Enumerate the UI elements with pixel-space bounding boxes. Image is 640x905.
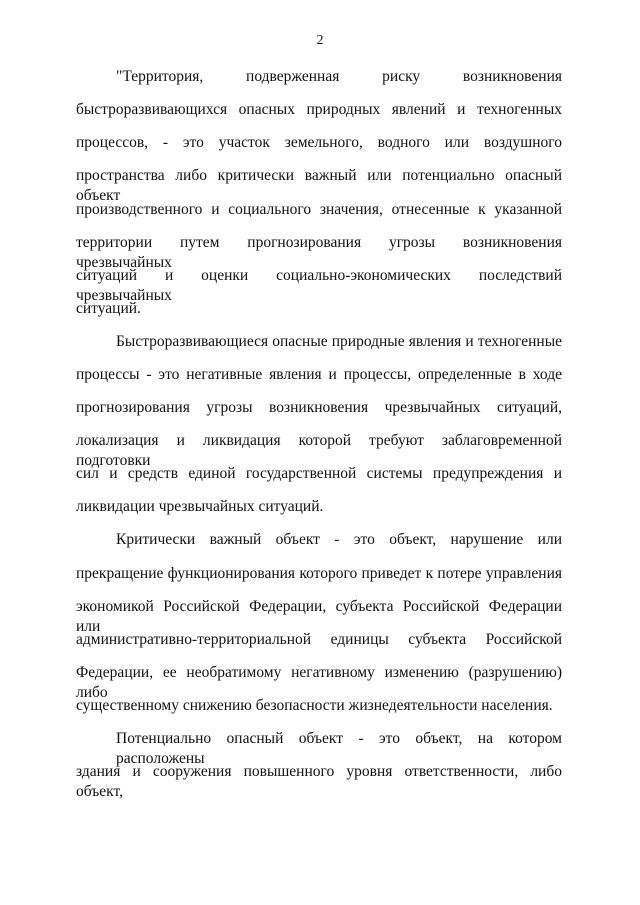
text-line: процессы - это негативные явления и процессы, определенные в ходе [76, 366, 562, 383]
text-line: пространства либо критически важный или потенциально опасный объект [76, 167, 562, 204]
text-line: ситуаций и оценки социально-экономических последствий чрезвычайных [76, 267, 562, 304]
text-line: сил и средств единой государственной системы предупреждения и [76, 465, 562, 482]
text-line: Федерации, ее необратимому негативному изменению (разрушению) либо [76, 664, 562, 701]
text-line: ситуаций. [76, 300, 141, 317]
text-line: быстроразвивающихся опасных природных явлений и техногенных [76, 101, 562, 118]
text-line: прекращение функционирования которого приведет к потере управления [76, 565, 562, 582]
text-line: производственного и социального значения, отнесенные к указанной [76, 201, 562, 218]
text-line: территории путем прогнозирования угрозы возникновения чрезвычайных [76, 234, 562, 271]
text-line: локализация и ликвидация которой требуют заблаговременной подготовки [76, 432, 562, 469]
text-line: "Территория, подверженная риску возникновения [116, 68, 562, 85]
text-line: прогнозирования угрозы возникновения чрезвычайных ситуаций, [76, 399, 562, 416]
text-line: Потенциально опасный объект - это объект, на котором расположены [116, 730, 562, 767]
text-line: ликвидации чрезвычайных ситуаций. [76, 498, 324, 515]
text-line: Быстроразвивающиеся опасные природные явления и техногенные [116, 333, 562, 350]
text-line: экономикой Российской Федерации, субъекта Российской Федерации или [76, 598, 562, 635]
text-line: существенному снижению безопасности жизнедеятельности населения. [76, 697, 553, 714]
text-line: административно-территориальной единицы субъекта Российской [76, 631, 562, 648]
text-line: процессов, - это участок земельного, водного или воздушного [76, 134, 562, 151]
text-line: здания и сооружения повышенного уровня ответственности, либо объект, [76, 763, 562, 800]
text-line: Критически важный объект - это объект, нарушение или [116, 531, 562, 548]
page-number: 2 [316, 33, 324, 48]
